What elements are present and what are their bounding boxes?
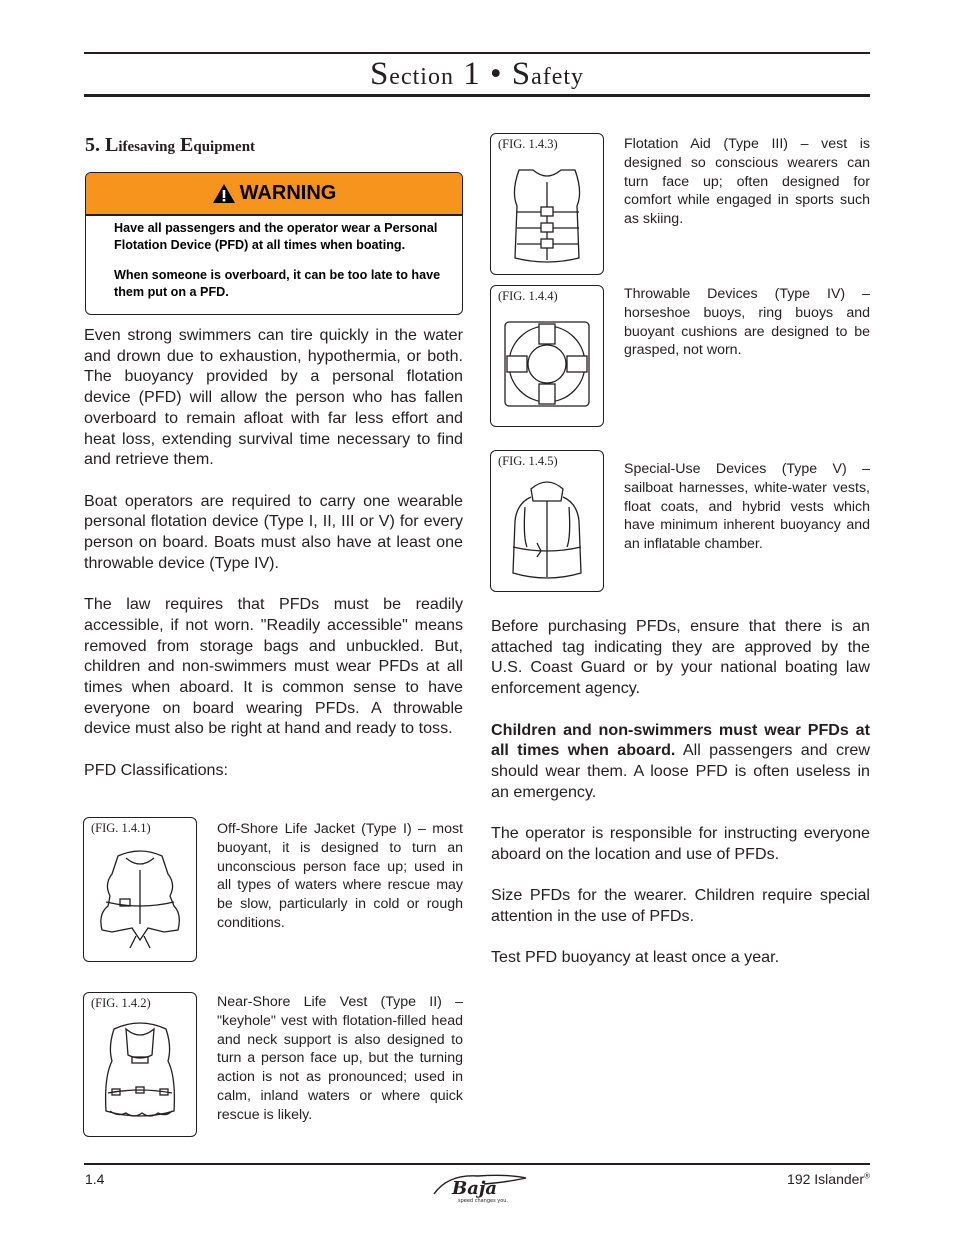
figure-1-4-5 bbox=[490, 450, 604, 592]
body-paragraph: Size PFDs for the wearer. Children require special attention in the use of PFDs. bbox=[491, 886, 870, 925]
figure-label: (FIG. 1.4.2) bbox=[91, 996, 151, 1010]
body-paragraph: The operator is responsible for instructing everyone aboard on the location and use of PFDs. bbox=[491, 824, 870, 863]
ring-buoy-icon bbox=[501, 318, 593, 410]
figure-1-4-2 bbox=[83, 992, 197, 1137]
warning-box bbox=[85, 172, 463, 315]
warning-title: WARNING bbox=[239, 182, 337, 204]
body-paragraph: Test PFD buoyancy at least once a year. bbox=[491, 948, 780, 967]
figure-1-4-1 bbox=[83, 817, 197, 962]
special-use-vest-icon bbox=[501, 477, 593, 585]
body-paragraph: PFD Classifications: bbox=[84, 760, 228, 779]
logo-tagline: speed changes you. bbox=[458, 1198, 509, 1204]
figure-1-4-3 bbox=[490, 133, 604, 275]
section-title: Section 1 • Safety bbox=[369, 56, 585, 92]
figure-desc-4: Throwable Devices (Type IV) – horseshoe buoys, ring buoys and buoyant cushions are designed to be grasped, not worn. bbox=[624, 286, 870, 359]
body-paragraph: Boat operators are required to carry one wearable personal flotation device (Type I, II, III or V) for every person on board. Boats must also have at least one throwable device (Type IV). bbox=[84, 491, 463, 572]
figure-desc-5: Special-Use Devices (Type V) – sailboat harnesses, white-water vests, float coats, and hybrid vests which have minimum inherent buoyancy and an inflatable chamber. bbox=[624, 461, 870, 553]
warning-header bbox=[86, 173, 462, 216]
subsection-heading: 5. Lifesaving Equipment bbox=[85, 134, 256, 156]
top-rule-thick bbox=[84, 94, 870, 97]
figure-label: (FIG. 1.4.3) bbox=[498, 137, 558, 151]
warning-triangle-icon bbox=[212, 183, 236, 204]
offshore-life-jacket-icon bbox=[96, 844, 184, 954]
left-body-text bbox=[84, 325, 463, 801]
figure-label: (FIG. 1.4.4) bbox=[498, 289, 558, 303]
body-paragraph: Even strong swimmers can tire quickly in the water and drown due to exhaustion, hypothermia, or both. The buoyancy provided by a personal flotation device (PFD) will allow the person who has fallen overboard to remain afloat with far less effort and heat loss, extending survival time necessary to find and retrieve them. bbox=[84, 326, 463, 469]
figure-label: (FIG. 1.4.1) bbox=[91, 821, 151, 835]
figure-desc-3: Flotation Aid (Type III) – vest is designed so conscious wearers can turn face up; often designed for comfort while engaged in sports such as skiing. bbox=[624, 136, 870, 228]
model-name: 192 Islander® bbox=[787, 1171, 870, 1187]
body-paragraph: Before purchasing PFDs, ensure that there is an attached tag indicating they are approved by the U.S. Coast Guard or by your national boating law enforcement agency. bbox=[491, 617, 870, 698]
figure-desc-2: Near-Shore Life Vest (Type II) – "keyhole" vest with flotation-filled head and neck support is also designed to turn a person face up, but the turning action is not as pronounced; used in calm, inland waters or where quick rescue is likely. bbox=[217, 994, 463, 1123]
figure-1-4-4 bbox=[490, 285, 604, 427]
flotation-aid-vest-icon bbox=[503, 162, 591, 270]
logo-text: Baja bbox=[452, 1178, 498, 1199]
body-paragraph: Children and non-swimmers must wear PFDs at all times when aboard. All passengers and crew should wear them. A loose PFD is often useless in an emergency. bbox=[491, 720, 871, 801]
bold-statement: Children and non-swimmers must wear PFDs at all times when aboard. bbox=[491, 720, 870, 760]
page-number: 1.4 bbox=[85, 1171, 105, 1187]
figure-desc-1: Off-Shore Life Jacket (Type I) – most buoyant, it is designed to turn an unconscious person face up; used in all types of waters where rescue may be slow, particularly in cold or rough conditions. bbox=[217, 821, 463, 931]
top-rule-thin bbox=[84, 52, 870, 54]
figure-label: (FIG. 1.4.5) bbox=[498, 454, 558, 468]
warning-text-1: Have all passengers and the operator wear a Personal Flotation Device (PFD) at all times when boating. bbox=[114, 221, 438, 252]
warning-text-2: When someone is overboard, it can be too late to have them put on a PFD. bbox=[114, 268, 441, 299]
right-body-text bbox=[491, 616, 870, 989]
baja-logo-icon bbox=[428, 1170, 532, 1204]
footer-rule bbox=[84, 1163, 870, 1165]
nearshore-vest-icon bbox=[96, 1017, 184, 1129]
body-paragraph: The law requires that PFDs must be readily accessible, if not worn. "Readily accessible" means removed from storage bags and unbuckled. But, children and non-swimmers must wear PFDs at all times when aboard. It is common sense to have everyone on board wearing PFDs. A throwable device must also be right at hand and ready to toss. bbox=[84, 595, 463, 738]
